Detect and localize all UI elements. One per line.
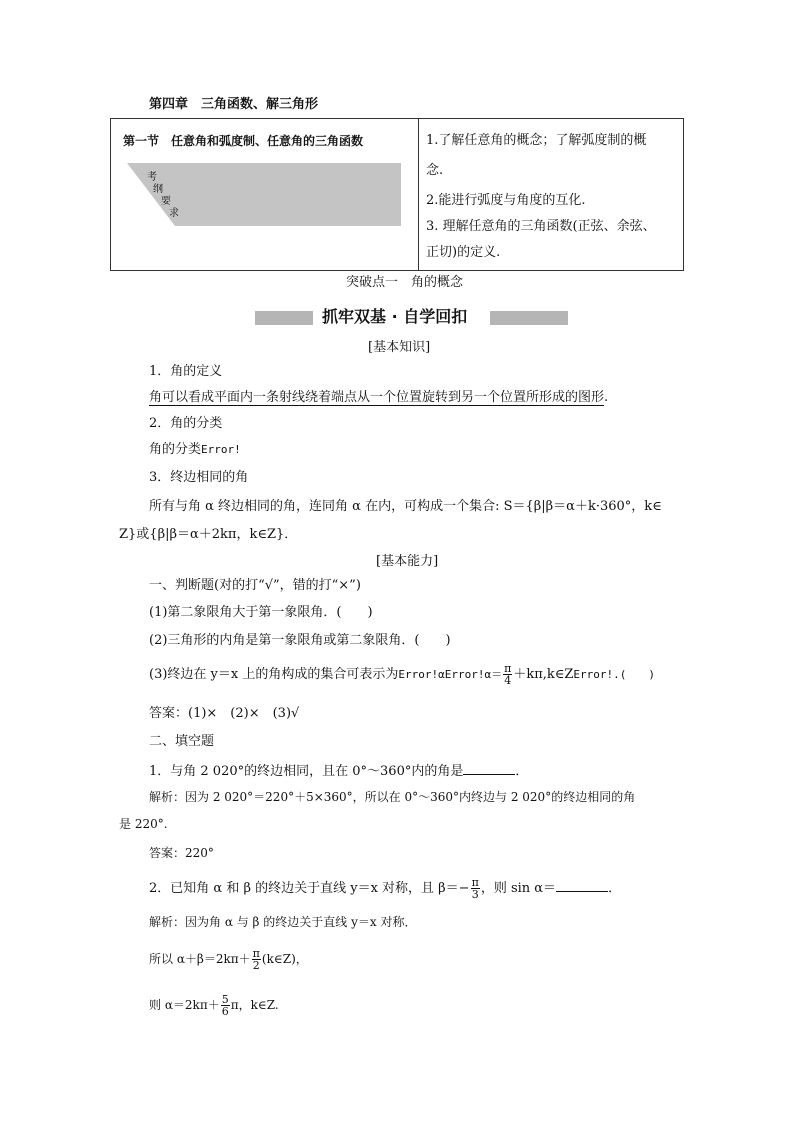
fill-question-1-solution: 解析：因为 2 020°＝220°＋5×360°，所以在 0°～360°内终边与 2 020°的终边相同的角 [149, 790, 636, 804]
knowledge-3-title: 3．终边相同的角 [149, 470, 249, 485]
tag-char-1: 考 [147, 172, 157, 183]
fraction-denominator: 6 [221, 1005, 229, 1018]
tag-char-3: 要 [161, 196, 171, 207]
judge-item-2: (2)三角形的内角是第一象限角或第二象限角．( ) [149, 633, 451, 648]
fill-question-2-solution: 解析：因为角 α 与 β 的终边关于直线 y＝x 对称． [149, 915, 417, 929]
basic-knowledge-heading: [基本知识] [368, 340, 431, 355]
fill-question-1 [149, 760, 528, 782]
breakthrough-title: 突破点一 角的概念 [346, 275, 464, 290]
judge-item-3-k: ＋kπ,k∈Z [513, 667, 574, 682]
fraction-pi-over-2 [252, 948, 261, 971]
answer-blank-1[interactable] [463, 760, 515, 775]
fraction-numerator: π [252, 947, 260, 960]
syllabus-table [110, 118, 684, 271]
fraction-pi-over-3 [471, 877, 480, 900]
fill-question-2-step-3 [149, 990, 279, 1020]
requirement-3: 3. 理解任意角的三角函数(正弦、余弦、 [426, 219, 656, 234]
step-2-text: 所以 α＋β＝2kπ＋ [149, 952, 251, 966]
judge-item-1: (1)第二象限角大于第一象限角．( ) [149, 605, 373, 620]
judge-title: 一、判断题(对的打“√”，错的打“×”) [149, 578, 361, 593]
knowledge-1-text [149, 388, 608, 408]
fill-question-2-end: ． [608, 881, 622, 896]
knowledge-1-title: 1．角的定义 [149, 364, 223, 379]
fraction-denominator: 4 [504, 674, 512, 687]
tag-char-2: 纲 [153, 184, 163, 195]
fraction-denominator: 3 [471, 888, 479, 901]
step-3-end: π，k∈Z. [230, 998, 279, 1012]
judge-item-3-error-a: Error!αError!α＝ [398, 668, 503, 681]
fraction-numerator: π [504, 662, 512, 675]
knowledge-1-period: . [604, 390, 609, 405]
judge-item-3-text: (3)终边在 y＝x 上的角构成的集合可表示为 [149, 667, 399, 682]
fraction-pi-over-4 [503, 663, 512, 686]
requirement-3-cont: 正切)的定义. [426, 245, 501, 260]
banner-bar-left [255, 311, 313, 325]
knowledge-3-line-2: Z}或{β|β＝α＋2kπ，k∈Z}． [119, 527, 298, 542]
fraction-denominator: 2 [252, 959, 260, 972]
table-divider [418, 119, 419, 270]
answer-blank-2[interactable] [556, 877, 608, 892]
knowledge-2-label: 角的分类 [149, 442, 202, 457]
judge-item-3-error-b: Error!.( ) [573, 668, 656, 681]
banner-title: 抓牢双基 · 自学回扣 [322, 307, 468, 326]
chapter-title: 第四章 三角函数、解三角形 [149, 97, 319, 112]
banner-bar-right [490, 311, 568, 325]
knowledge-1-definition: 角可以看成平面内一条射线绕着端点从一个位置旋转到另一个位置所形成的图形 [149, 390, 605, 405]
basic-ability-heading: [基本能力] [376, 554, 439, 569]
fill-question-2 [149, 874, 621, 904]
fill-question-1-solution-cont: 是 220°. [119, 817, 168, 831]
step-3-text: 则 α＝2kπ＋ [149, 998, 220, 1012]
fill-question-2-step-2 [149, 944, 308, 974]
step-2-end: (k∈Z)， [261, 952, 308, 966]
requirement-1-cont: 念. [426, 163, 444, 178]
fraction-numerator: 5 [221, 993, 229, 1006]
section-title: 第一节 任意角和弧度制、任意角的三角函数 [123, 134, 364, 148]
fill-question-1-end: ． [515, 764, 529, 779]
fill-question-1-text: 1．与角 2 020°的终边相同，且在 0°～360°内的角是 [149, 764, 464, 779]
fraction-5-over-6 [221, 994, 230, 1017]
fraction-numerator: π [471, 876, 479, 889]
fill-question-1-answer: 答案：220° [149, 846, 214, 860]
tag-char-4: 求 [169, 208, 179, 219]
knowledge-3-line-1: 所有与角 α 终边相同的角，连同角 α 在内，可构成一个集合: S＝{β|β＝α＋k·360°，k∈ [149, 499, 662, 514]
judge-item-3 [149, 660, 655, 690]
judge-answer: 答案：(1)× (2)× (3)√ [149, 706, 300, 721]
requirement-2: 2.能进行弧度与角度的互化. [426, 193, 586, 208]
knowledge-2-text [149, 440, 241, 460]
requirement-1: 1.了解任意角的概念；了解弧度制的概 [426, 133, 647, 148]
fill-title: 二、填空题 [149, 734, 215, 749]
fill-question-2-text: 2．已知角 α 和 β 的终边关于直线 y＝x 对称，且 β＝− [149, 881, 470, 896]
knowledge-2-title: 2．角的分类 [149, 416, 223, 431]
fill-question-2-sin: ，则 sin α＝ [480, 881, 557, 896]
error-marker: Error! [201, 443, 241, 456]
